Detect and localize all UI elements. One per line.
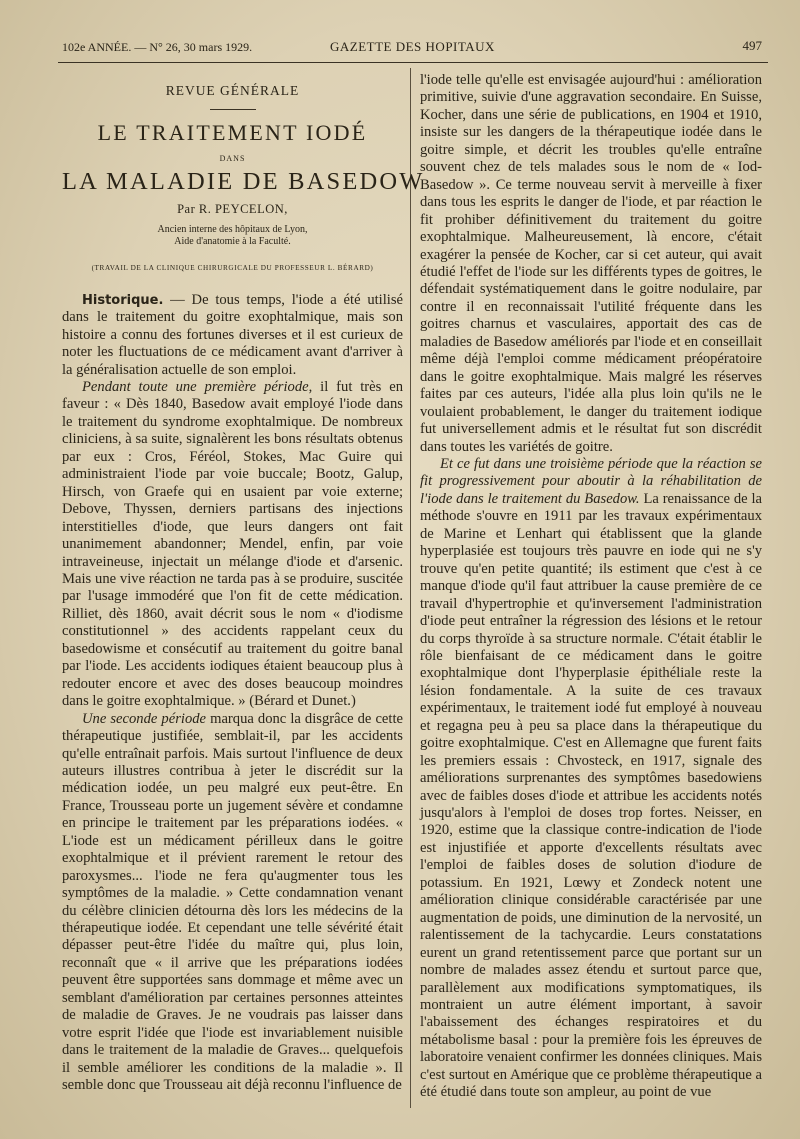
article-subtitle: LA MALADIE DE BASEDOW (62, 168, 425, 196)
author-byline: Par R. PEYCELON, (177, 201, 288, 216)
paragraph-text: — De tous temps, l'iode a été utilisé dans le traitement du goitre exophtalmique, mais son histoire a connu des fortunes diverses et il est curieux de noter les fluctuations de ce médicament avant d'arriver à la généralisation actuelle de son emploi. (62, 291, 403, 378)
paragraph-seconde-periode (62, 711, 403, 1095)
paragraph-troisieme-periode (420, 456, 762, 1102)
paragraph-premiere-periode (62, 379, 403, 711)
paragraph-text: La renaissance de la méthode s'ouvre en 1911 par les travaux expérimentaux de Marine et Lenhart qui établissent que la glande hyperplasiée est toujours très pauvre en iode qui ne s'y trouve qu'en petite quantité; ils estiment que c'est à ce manque d'iode qu'il faut attribuer la cause première de ce travail d'hypertrophie et qu'inversement l'administration d'iode peut entraîner la régression des lésions et le retour du corps thyroïde à sa structure normale. C'était établir le rôle bienfaisant de ce médicament dans le goitre exophtalmique dont l'hyperplasie épithéliale reste la lésion fondamentale. A la suite de ces travaux expérimentaux, le traitement iodé fut employé à nouveau et regagna peu à peu sa place dans la thérapeutique du goitre exophtalmique. C'est en Allemagne que furent faits les premiers essais : Chvosteck, en 1917, signale des améliorations surprenantes des symptômes basedowiens avec de faibles doses d'iode et attribue les accidents notés jusqu'alors à l'emploi de doses trop fortes. Neisser, en 1920, estime que la classique contre-indication de l'iode est injustifiée et apporte d'excellents résultats avec l'emploi de faibles doses de solution d'iodure de potassium. En 1921, Lœwy et Zondeck notent une amélioration clinique considérable caractérisée par une augmentation de poids, une diminution de la nervosité, un ralentissement de la tachycardie. Leurs constatations eurent un grand retentissement parce que portant sur un nombre de malades assez étendu et surtout parce que, parallèlement aux modifications symptomatiques, ils montraient un autre élément important, à savoir l'abaissement des échanges respiratoires et du métabolisme basal : pour la première fois les épreuves de laboratoire venaient confirmer les données cliniques. Mais c'est surtout en Amérique que ce problème thérapeutique a été étudié dans toute son ampleur, au point de vue (420, 490, 762, 1101)
clinic-credit: (TRAVAIL DE LA CLINIQUE CHIRURGICALE DU PROFESSEUR L. BÉRARD) (91, 264, 374, 273)
runin-heading: Historique. (82, 292, 164, 308)
column-divider (410, 68, 411, 1108)
period-heading: Une seconde période (82, 710, 207, 727)
paragraph-continuation: l'iode telle qu'elle est envisagée aujourd'hui : amélioration primitive, suivie d'une aggravation secondaire. En Suisse, Kocher, dans une série de publications, en 1904 et 1910, insiste sur les dangers de la thérapeutique iodée dans le goitre simple, et décrit les troubles qu'elle entraîne souvent chez de tels malades sous le nom de « Iod-Basedow ». Ce terme nouveau servit à merveille à fixer dans tous les esprits le danger de l'iode, et par réaction le fit prohiber définitivement du traitement du goitre exophtalmique. Malheureusement, là encore, c'était exagérer la pensée de Kocher, car si cet auteur, qui avait étudié l'effet de l'iode sur les différents types de goitres, le défendait systématiquement dans le goitre nodulaire, par contre il en reconnaissait l'utilité fréquente dans les goitres charnus et vasculaires, apportait des cas de maladies de Basedow améliorés par l'iode et en conseillait même déjà l'emploi comme médicament préopératoire dans le goitre exophtalmique. Mais malgré les réserves faites par ces auteurs, l'idée alla plus loin qu'ils ne le voulaient probablement, le danger du traitement iodique fut universellement admis et le résultat fut son discrédit dans toutes les variétés de goitre. (420, 72, 762, 455)
period-heading: Et ce fut dans une troisième période que la réaction se fit progressivement pour aboutir à la réhabilitation de l'iode dans le traitement du Basedow. (420, 455, 762, 507)
paragraph-text: marqua donc la disgrâce de cette thérapeutique justifiée, semblait-il, par les accidents qu'elle entraînait parfois. Mais surtout l'influence de deux auteurs illustres contribua à jeter le discrédit sur la médication iodée, un peu malgré eux peut-être. En France, Trousseau porte un jugement sévère et condamne en principe le traitement par les préparations iodées. « L'iode est un médicament périlleux dans le goitre exophtalmique et il prévient rarement le retour des paroxysmes... l'iode ne fera qu'augmenter tous les symptômes de la maladie. » Cette condamnation venant du célèbre clinicien détourna dès lors les médecins de la thérapeutique iodée. Et cependant une telle sévérité était dépasser peut-être l'idée du maître qui, plus loin, reconnaît que « il arrive que les préparations iodées peuvent être supportées sans dommage et même avec un semblant d'amélioration par certaines personnes atteintes de maladie de Graves. Je ne voudrais pas laisser dans votre esprit l'idée que l'iode est invariablement nuisible dans le traitement de la maladie de Graves... quelquefois il semble améliorer les conditions de la maladie ». Il semble donc que Trousseau ait déjà reconnu l'influence de (62, 710, 403, 1094)
period-heading: Pendant toute une première période (82, 378, 309, 395)
paragraph-text: , il fut très en faveur : « Dès 1840, Basedow avait employé l'iode dans le traitement du syndrome exophtalmique. De nombreux cliniciens, à sa suite, signalèrent les bons résultats obtenus par eux : Cros, Féréol, Stokes, Mac Guire qui administraient l'iode par voie buccale; Bootz, Galup, Hirsch, von Graefe qui en usaient par voie externe; Debove, Thyssen, derniers partisans des injections interstitielles d'iode, que leurs dangers ont fait unanimement abandonner; Mendel, enfin, par voie intraveineuse, injectait un mélange d'iode et d'arsenic. Mais une vive réaction ne tarda pas à se produire, suscitée par l'usage immodéré que l'on fit de cette médication. Rilliet, dès 1860, avait décrit sous le nom « d'iodisme constitutionnel » des accidents rappelant ceux du basedowisme et consécutif au traitement du goitre banal par l'iode. Les accidents iodiques étaient beaucoup plus à redouter encore et avec des doses beaucoup moindres dans le goitre exophtalmique. » (Bérard et Dunet.) (62, 378, 403, 710)
section-label: REVUE GÉNÉRALE (165, 83, 300, 98)
article-title-block (62, 82, 425, 278)
running-head (62, 36, 762, 58)
header-rule (58, 62, 768, 63)
left-column (62, 72, 425, 1095)
author-affiliation-2: Aide d'anatomie à la Faculté. (174, 236, 291, 248)
paragraph-historique (62, 292, 403, 379)
journal-title: GAZETTE DES HOPITAUX (330, 39, 495, 54)
title-rule (210, 109, 256, 110)
author-affiliation-1: Ancien interne des hôpitaux de Lyon, (157, 224, 308, 236)
right-column (420, 72, 762, 1102)
issue-info: 102e ANNÉE. — N° 26, 30 mars 1929. (62, 40, 253, 54)
page-number: 497 (742, 38, 762, 53)
title-connector: DANS (219, 153, 246, 163)
article-title: LE TRAITEMENT IODÉ (97, 120, 368, 146)
